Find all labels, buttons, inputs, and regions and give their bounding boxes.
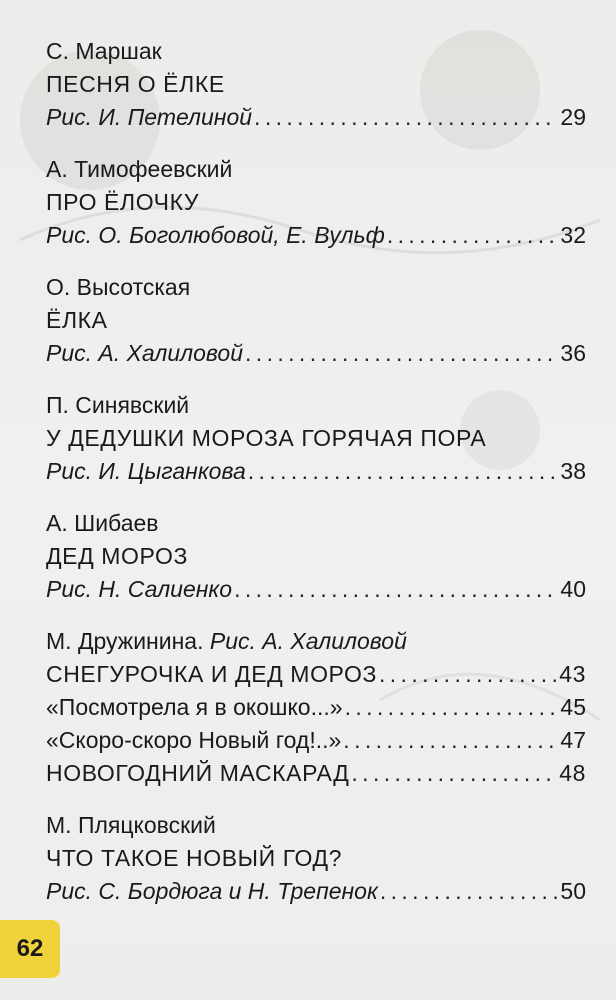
- dot-leader: [380, 876, 559, 906]
- entry-item-title: НОВОГОДНИЙ МАСКАРАД: [46, 760, 350, 786]
- entry-page-number: 40: [560, 576, 586, 602]
- entry-page-number: 50: [560, 878, 586, 904]
- entry-author: П. Синявский: [46, 392, 190, 418]
- toc-entry: [46, 154, 586, 250]
- entry-illustrator-line: [46, 220, 586, 250]
- entry-page-number: 43: [559, 661, 586, 687]
- entry-page-number: 45: [560, 694, 586, 720]
- toc-entry: [46, 626, 586, 788]
- entry-author: О. Высотская: [46, 274, 191, 300]
- entry-illustrator: Рис. И. Петелиной: [46, 104, 253, 130]
- dot-leader: [254, 102, 558, 132]
- dot-leader: [234, 574, 558, 604]
- toc-entry: [46, 390, 586, 486]
- toc-entry: [46, 272, 586, 368]
- entry-item-line: [46, 659, 586, 689]
- dot-leader: [379, 659, 557, 689]
- dot-leader: [351, 758, 557, 788]
- toc-entry: [46, 36, 586, 132]
- entry-title: ЁЛКА: [46, 307, 108, 333]
- dot-leader: [248, 456, 559, 486]
- entry-title: ЧТО ТАКОЕ НОВЫЙ ГОД?: [46, 845, 343, 871]
- entry-author: А. Шибаев: [46, 510, 159, 536]
- dot-leader: [343, 725, 558, 755]
- entry-author: А. Тимофеевский: [46, 156, 233, 182]
- table-of-contents: [46, 36, 586, 906]
- entry-illustrator: Рис. О. Боголюбовой, Е. Вульф: [46, 222, 385, 248]
- entry-title: ДЕД МОРОЗ: [46, 543, 188, 569]
- entry-illustrator-line: [46, 574, 586, 604]
- entry-illustrator: Рис. И. Цыганкова: [46, 458, 246, 484]
- entry-page-number: 47: [560, 727, 586, 753]
- entry-item-line: [46, 692, 586, 722]
- entry-illustrator: Рис. С. Бордюга и Н. Трепенок: [46, 878, 378, 904]
- entry-illustrator-line: [46, 102, 586, 132]
- dot-leader: [345, 692, 559, 722]
- entry-item-title: «Скоро-скоро Новый год!..»: [46, 727, 342, 753]
- entry-author: С. Маршак: [46, 38, 162, 64]
- entry-item-line: [46, 758, 586, 788]
- entry-page-number: 29: [560, 104, 586, 130]
- entry-item-title: СНЕГУРОЧКА И ДЕД МОРОЗ: [46, 661, 377, 687]
- entry-title: ПЕСНЯ О ЁЛКЕ: [46, 71, 225, 97]
- entry-illustrator: Рис. Н. Салиенко: [46, 576, 233, 602]
- entry-illustrator: Рис. А. Халиловой: [209, 628, 407, 654]
- entry-illustrator-line: [46, 338, 586, 368]
- entry-page-number: 36: [560, 340, 586, 366]
- dot-leader: [387, 220, 559, 250]
- entry-author-line: [46, 626, 586, 656]
- entry-illustrator-line: [46, 876, 586, 906]
- dot-leader: [245, 338, 558, 368]
- entry-page-number: 32: [560, 222, 586, 248]
- entry-item-title: «Посмотрела я в окошко...»: [46, 694, 343, 720]
- toc-entry: [46, 508, 586, 604]
- entry-item-line: [46, 725, 586, 755]
- entry-title: ПРО ЁЛОЧКУ: [46, 189, 200, 215]
- entry-illustrator-line: [46, 456, 586, 486]
- entry-author: М. Дружинина.: [46, 628, 204, 654]
- entry-page-number: 38: [560, 458, 586, 484]
- entry-illustrator: Рис. А. Халиловой: [46, 340, 244, 366]
- entry-title: У ДЕДУШКИ МОРОЗА ГОРЯЧАЯ ПОРА: [46, 425, 487, 451]
- toc-entry: [46, 810, 586, 906]
- page-number-badge: 62: [0, 920, 60, 978]
- entry-page-number: 48: [559, 760, 586, 786]
- entry-author: М. Пляцковский: [46, 812, 216, 838]
